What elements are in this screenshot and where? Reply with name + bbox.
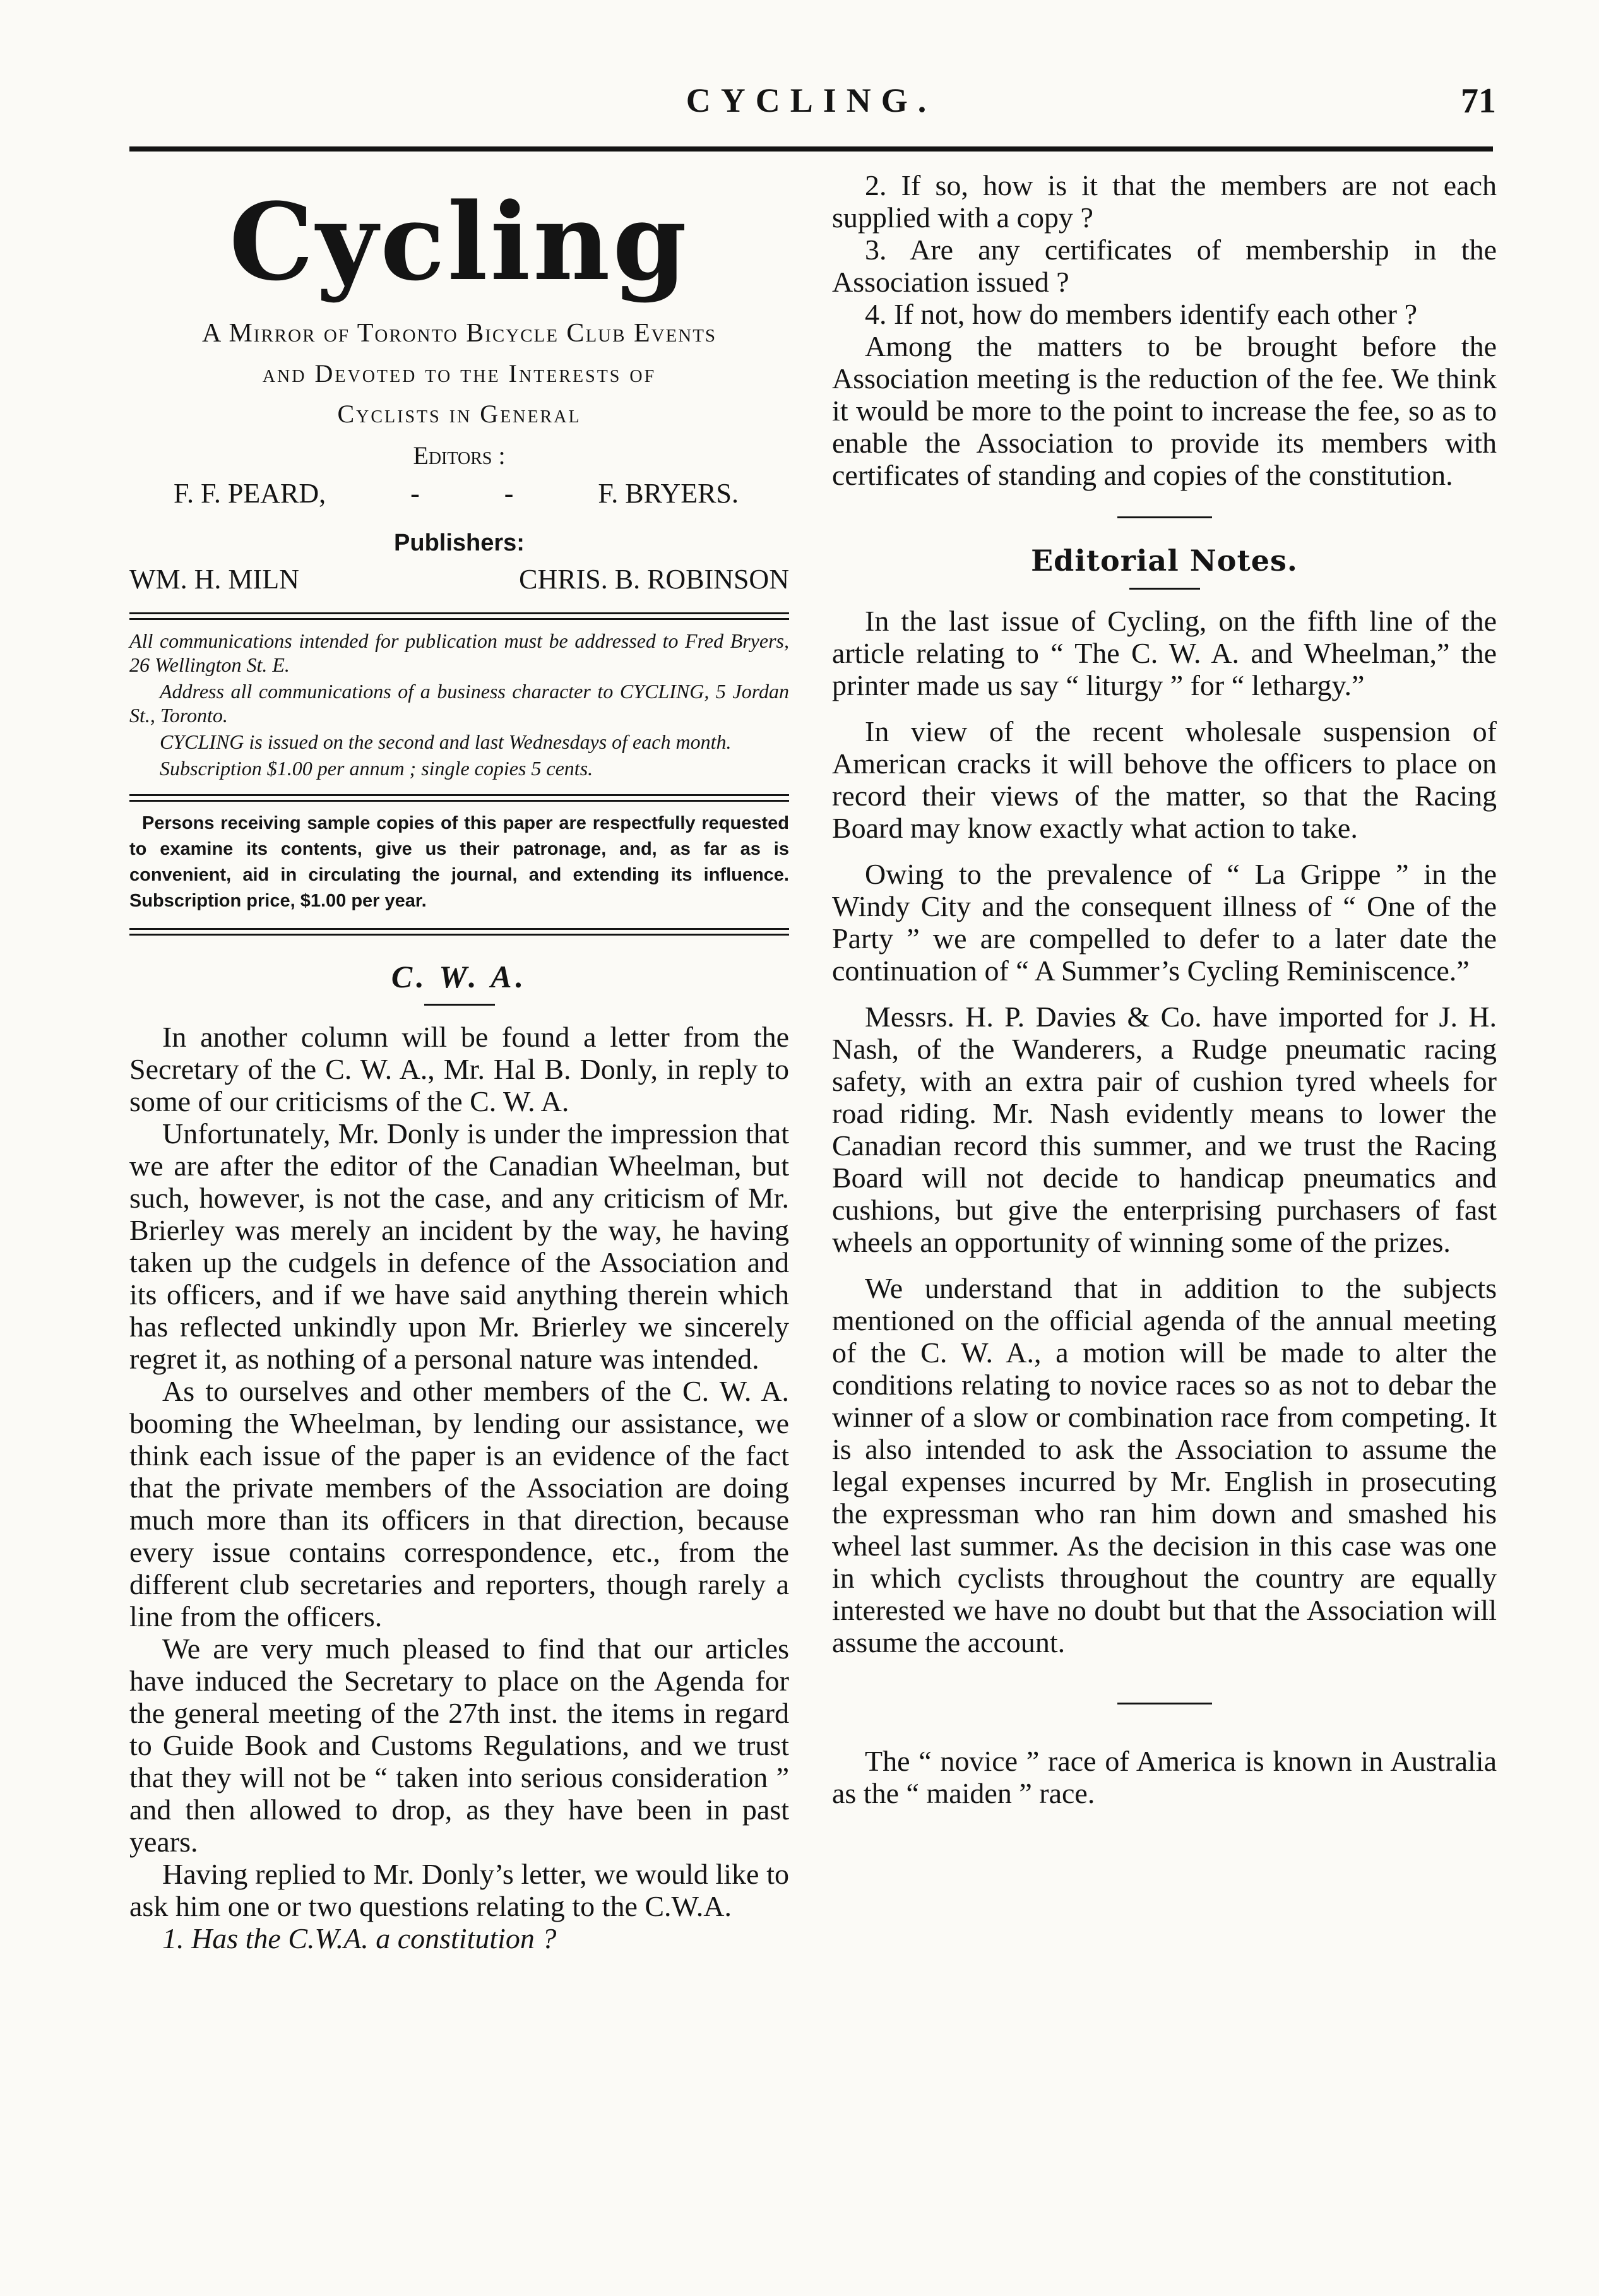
editors-row [129,475,789,513]
editorial-notes-heading: Editorial Notes. [1031,544,1298,578]
note-paragraph: The “ novice ” race of America is known in Australia as the “ maiden ” race. [832,1745,1497,1809]
publishers-label: Publishers: [394,530,525,556]
article-paragraph: As to ourselves and other members of the C. W. A. booming the Wheelman, by lending our assistance, we think each issue of the paper is an evidence of the fact that the private members of the Association are doing much more than its officers in that direction, because every issue contains correspondence, etc., from the different club secretaries and reporters, though rarely a line from the officers. [129,1375,789,1633]
article-paragraph: Having replied to Mr. Donly’s letter, we would like to ask him one or two questions relating to the C.W.A. [129,1858,789,1922]
question-item: 1. Has the C.W.A. a constitution ? [162,1922,557,1954]
notice-communications: All communications intended for publication must be addressed to Fred Bryers, 26 Wellington St. E. [129,629,789,676]
notice-subscription: Subscription $1.00 per annum ; single copies 5 cents. [160,757,593,780]
note-paragraph: In view of the recent wholesale suspension of American cracks it will behove the officers to place on record their views of the matter, so that the Racing Board may know exactly what action to take. [832,715,1497,844]
article-paragraph: Among the matters to be brought before the Association meeting is the reduction of the fee. We think it would be more to the point to increase the fee, so as to enable the Association to provide its members with certificates of standing and copies of the constitution. [832,330,1497,491]
running-head [126,81,1496,131]
notice-issue-schedule: CYCLING is issued on the second and last Wednesdays of each month. [160,730,732,753]
question-item: 3. Are any certificates of membership in the Association issued ? [832,234,1497,298]
publisher-name: WM. H. MILN [129,564,299,595]
double-rule [129,794,789,802]
publishers-row [129,561,789,598]
sample-copies-notice: Persons receiving sample copies of this paper are respectfully requested to examine its contents, give us their patronage, and, as far as is convenient, aid in circulating the journal, and extending its influence. Subscription price, $1.00 per year. [129,813,789,911]
question-item: 2. If so, how is it that the members are not each supplied with a copy ? [832,169,1497,234]
tagline-line-1: A Mirror of Toronto Bicycle Club Events [201,319,717,348]
double-rule [129,928,789,936]
publisher-name: CHRIS. B. ROBINSON [519,564,789,595]
double-rule [129,612,789,620]
editors-label: Editors : [413,441,506,470]
article-paragraph: Unfortunately, Mr. Donly is under the impression that we are after the editor of the Canadian Wheelman, but such, however, is not the case, and any criticism of Mr. Brierley was merely an incident by the way, he having taken up the cudgels in defence of the Association and its officers, and if we have said anything therein which has reflected unkindly upon Mr. Brierley we sincerely regret it, as nothing of a personal nature was intended. [129,1117,789,1375]
editor-name: F. BRYERS. [598,478,739,509]
cwa-heading: C. W. A. [391,959,528,994]
article-paragraph: In another column will be found a letter from the Secretary of the C. W. A., Mr. Hal B. Donly, in reply to some of our criticisms of the C. W. A. [129,1021,789,1117]
right-column [832,169,1497,1809]
header-rule [129,146,1493,152]
note-paragraph: In the last issue of Cycling, on the fifth line of the article relating to “ The C. W. A. and Wheelman,” the printer made us say “ liturgy ” for “ lethargy.” [832,605,1497,701]
short-rule [424,1004,495,1006]
section-divider [1117,516,1212,518]
left-column [129,169,789,1954]
article-paragraph: We are very much pleased to find that our articles have induced the Secretary to place on the Agenda for the general meeting of the 27th inst. the items in regard to Guide Book and Customs Regulations, and we trust that they will not be “ taken into serious consideration ” and then allowed to drop, as they have been in past years. [129,1633,789,1858]
note-paragraph: Messrs. H. P. Davies & Co. have imported for J. H. Nash, of the Wanderers, a Rudge pneumatic racing safety, with an extra pair of cushion tyred wheels for road riding. Mr. Nash evidently means to lower the Canadian record this summer, and we trust the Racing Board will not decide to handicap pneumatics and cushions, but give the enterprising purchasers of fast wheels an opportunity of winning some of the prizes. [832,1001,1497,1258]
notice-business: Address all communications of a business character to CYCLING, 5 Jordan St., Toronto. [129,680,789,727]
editor-separator: - [410,478,420,509]
note-paragraph: Owing to the prevalence of “ La Grippe ” in the Windy City and the consequent illness of “ One of the Party ” we are compelled to defer to a later date the continuation of “ A Summer’s Cycling Reminiscence.” [832,858,1497,987]
masthead-title: Cycling [229,179,689,304]
question-item: 4. If not, how do members identify each other ? [865,298,1418,330]
page-number: 71 [1461,81,1496,121]
editor-separator: - [504,478,514,509]
section-divider [1117,1703,1212,1704]
editor-name: F. F. PEARD, [174,478,326,509]
short-rule [1129,588,1200,590]
tagline-line-2: and Devoted to the Interests of [262,359,657,388]
tagline-line-3: Cyclists in General [337,400,581,428]
note-paragraph: We understand that in addition to the subjects mentioned on the official agenda of the annual meeting of the C. W. A., a motion will be made to alter the conditions relating to novice races so as not to debar the winner of a slow or combination race from competing. It is also intended to ask the Association to assume the legal expenses incurred by Mr. English in prosecuting the expressman who ran him down and smashed his wheel last summer. As the decision in this case was one in which cyclists throughout the country are equally interested we have no doubt but that the Association will assume the account. [832,1272,1497,1658]
running-title: CYCLING. [686,81,937,119]
